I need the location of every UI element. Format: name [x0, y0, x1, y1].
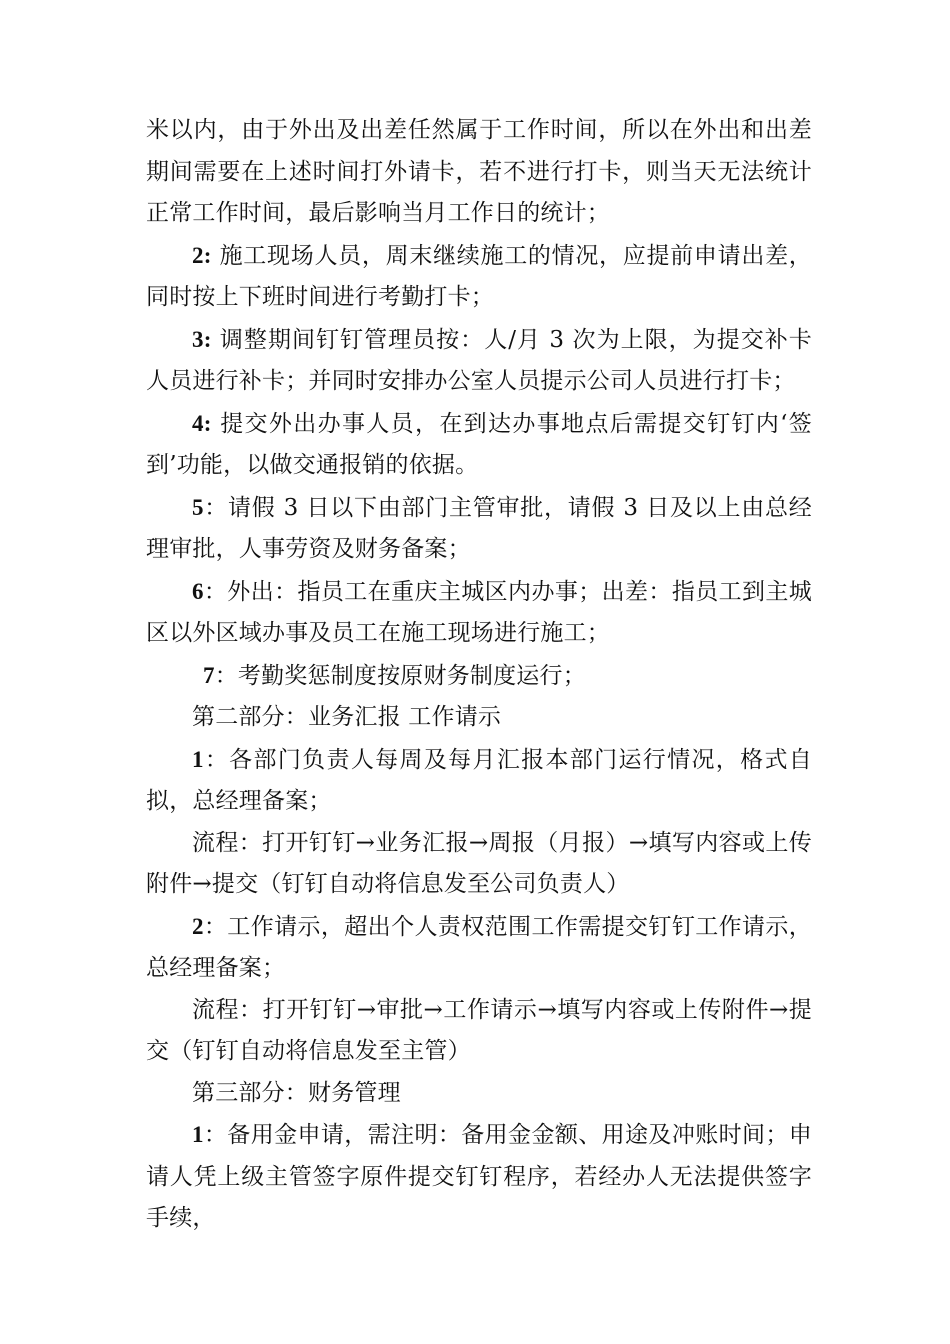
- paragraph-text: ：备用金申请，需注明：备用金金额、用途及冲账时间；申请人凭上级主管签字原件提交钉钉程序，若经办人无法提供签字手续，: [146, 1122, 812, 1231]
- paragraph-text: 提交外出办事人员，在到达办事地点后需提交钉钉内‘签到’功能，以做交通报销的依据。: [146, 410, 812, 478]
- item-number: 1: [192, 746, 204, 772]
- paragraph-text: ：请假 3 日以下由部门主管审批，请假 3 日及以上由总经理审批，人事劳资及财务备案；: [146, 494, 812, 562]
- item-number: 6: [192, 578, 204, 604]
- paragraph-process-1: [146, 823, 812, 906]
- paragraph-item-4: [146, 403, 812, 487]
- section-heading-part-2: [146, 697, 812, 739]
- document-body: [146, 110, 812, 1240]
- item-number: 7: [203, 662, 215, 688]
- paragraph-text: 施工现场人员，周末继续施工的情况，应提前申请出差，同时按上下班时间进行考勤打卡；: [146, 242, 812, 310]
- paragraph-text: ：各部门负责人每周及每月汇报本部门运行情况，格式自拟，总经理备案；: [146, 746, 812, 814]
- paragraph-process-2: [146, 990, 812, 1073]
- section-heading-part-3: [146, 1073, 812, 1115]
- paragraph-part2-item-1: [146, 739, 812, 823]
- paragraph-text: 流程：打开钉钉→审批→工作请示→填写内容或上传附件→提交（钉钉自动将信息发至主管）: [146, 996, 812, 1064]
- paragraph-text: 米以内，由于外出及出差任然属于工作时间，所以在外出和出差期间需要在上述时间打外请卡，若不进行打卡，则当天无法统计正常工作时间，最后影响当月工作日的统计；: [146, 117, 812, 226]
- paragraph-item-6: [146, 571, 812, 655]
- paragraph-text: ：考勤奖惩制度按原财务制度运行；: [214, 662, 586, 689]
- paragraph-part2-item-2: [146, 906, 812, 990]
- paragraph-item-3: [146, 319, 812, 403]
- section-heading-text: 第三部分：财务管理: [192, 1079, 401, 1106]
- item-number: 3:: [192, 326, 212, 352]
- paragraph-text: ：外出：指员工在重庆主城区内办事；出差：指员工到主城区以外区域办事及员工在施工现场进行施工；: [146, 578, 812, 646]
- item-number: 1: [192, 1122, 204, 1147]
- paragraph-continuation: [146, 110, 812, 235]
- paragraph-part3-item-1: [146, 1114, 812, 1240]
- paragraph-text: 调整期间钉钉管理员按：人/月 3 次为上限，为提交补卡人员进行补卡；并同时安排办公室人员提示公司人员进行打卡；: [146, 326, 812, 394]
- paragraph-item-5: [146, 487, 812, 571]
- paragraph-item-2: [146, 235, 812, 319]
- paragraph-text: 流程：打开钉钉→业务汇报→周报（月报）→填写内容或上传附件→提交（钉钉自动将信息发至公司负责人）: [146, 829, 812, 897]
- paragraph-text: ：工作请示，超出个人责权范围工作需提交钉钉工作请示，总经理备案；: [146, 913, 812, 981]
- section-heading-text: 第二部分：业务汇报 工作请示: [192, 704, 502, 730]
- item-number: 2: [192, 913, 204, 939]
- item-number: 4:: [192, 410, 212, 436]
- paragraph-item-7: [146, 655, 812, 698]
- item-number: 5: [192, 494, 204, 520]
- item-number: 2:: [192, 242, 212, 268]
